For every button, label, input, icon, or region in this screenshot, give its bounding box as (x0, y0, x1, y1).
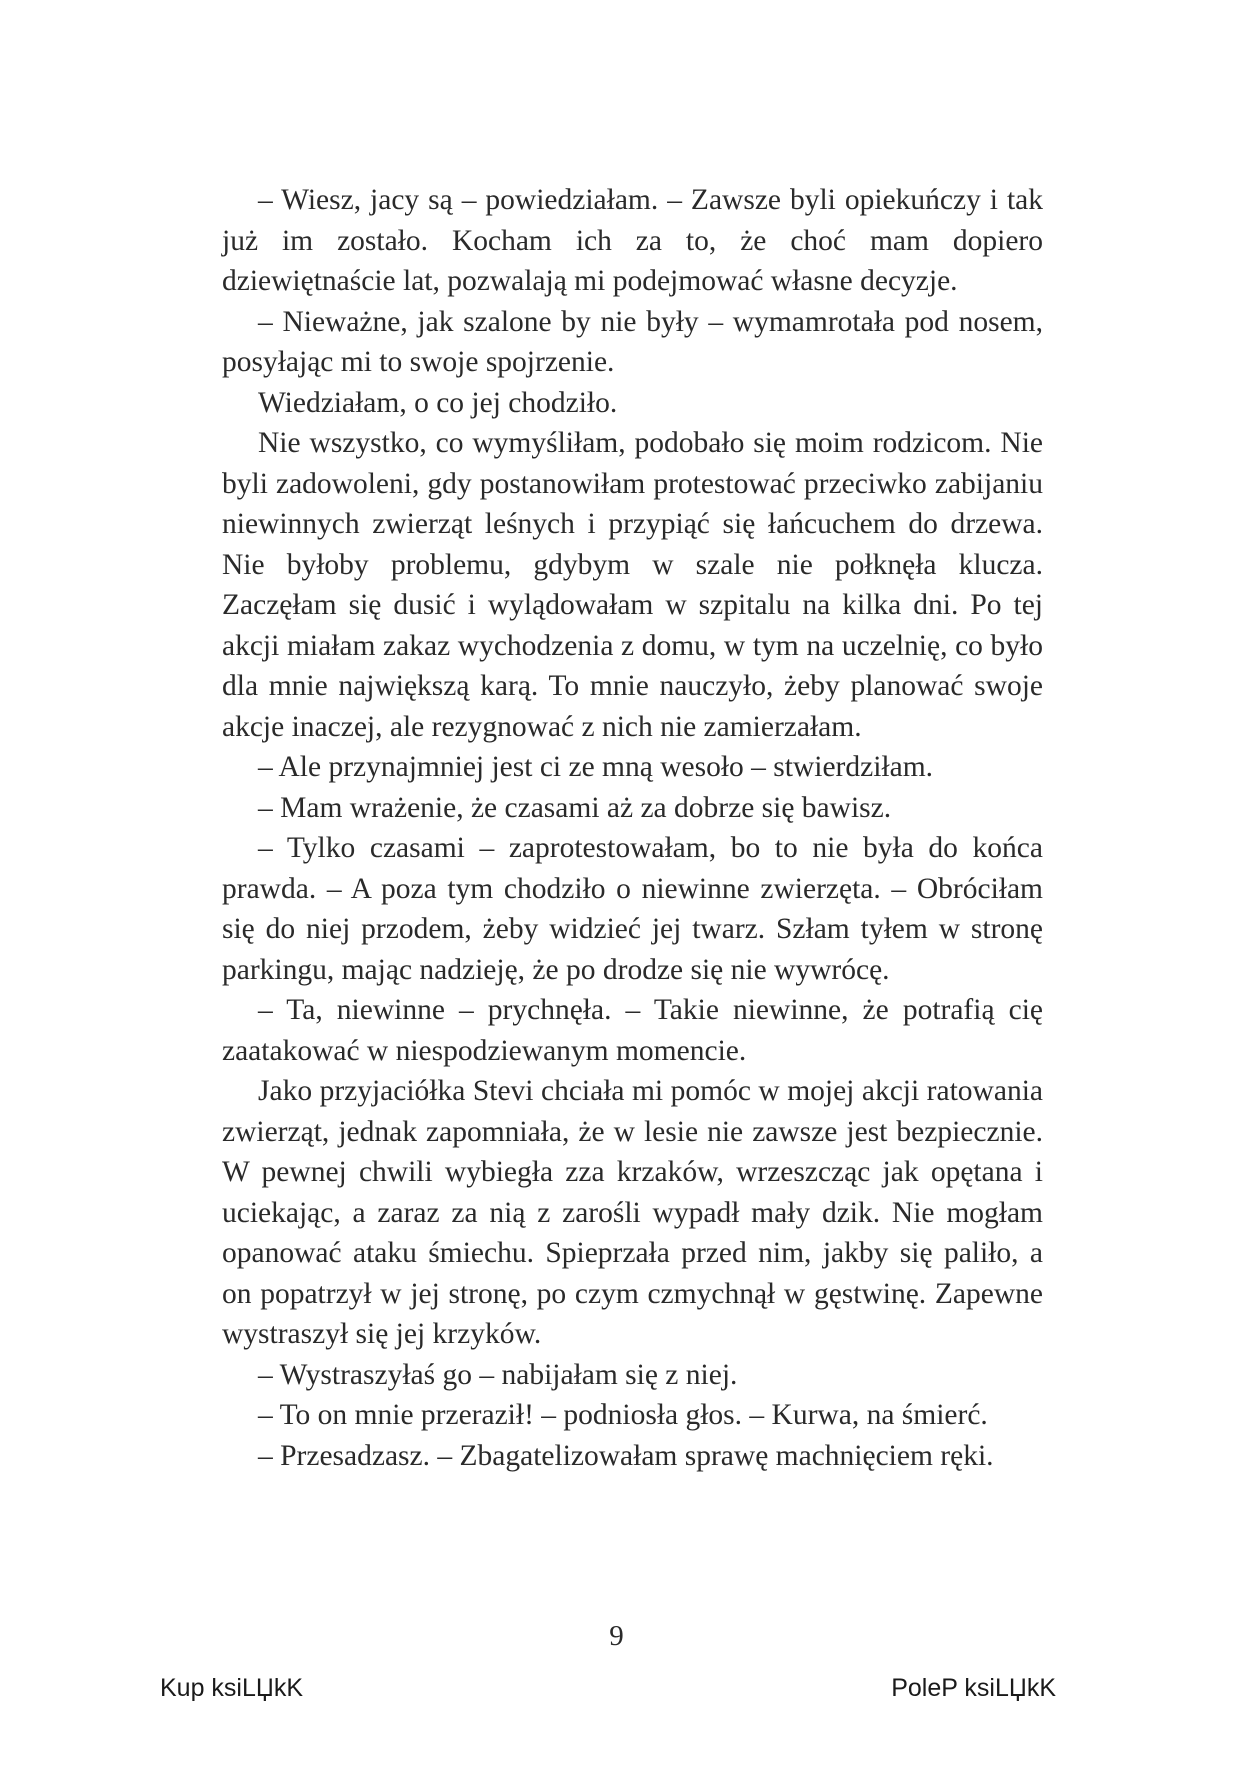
body-text (222, 180, 1043, 1476)
recommend-book-link[interactable]: PoleP ksiLЏkK (891, 1674, 1056, 1702)
paragraph: – Wystraszyłaś go – nabijałam się z niej. (258, 1358, 738, 1391)
paragraph: – Ta, niewinne – prychnęła. – Takie niewinne, że potrafią cię zaatakować w niespodziewanym momencie. (222, 994, 1043, 1067)
paragraph: Wiedziałam, o co jej chodziło. (258, 386, 618, 419)
paragraph: – Przesadzasz. – Zbagatelizowałam sprawę machnięciem ręki. (258, 1439, 994, 1472)
paragraph: Jako przyjaciółka Stevi chciała mi pomóc w mojej akcji ratowania zwierząt, jednak zapomniała, że w lesie nie zawsze jest bezpiecznie. W pewnej chwili wybiegła zza krzaków, wrzeszcząc jak opętana i uciekając, a zaraz za nią z zarośli wypadł mały dzik. Nie mogłam opanować ataku śmiechu. Spieprzała przed nim, jakby się paliło, a on popatrzył w jej stronę, po czym czmychnął w gęstwinę. Zapewne wystraszył się jej krzyków. (222, 1075, 1043, 1350)
page-number: 9 (609, 1620, 624, 1652)
paragraph: – Wiesz, jacy są – powiedziałam. – Zawsze byli opiekuńczy i tak już im zostało. Kocham ich za to, że choć mam dopiero dziewiętnaście lat, pozwalają mi podejmować własne decyzje. (222, 184, 1043, 297)
paragraph: – Mam wrażenie, że czasami aż za dobrze się bawisz. (258, 791, 892, 824)
paragraph: – Tylko czasami – zaprotestowałam, bo to nie była do końca prawda. – A poza tym chodziło o niewinne zwierzęta. – Obróciłam się do niej przodem, żeby widzieć jej twarz. Szłam tyłem w stronę parkingu, mając nadzieję, że po drodze się nie wywrócę. (222, 832, 1043, 986)
paragraph: – Nieważne, jak szalone by nie były – wymamrotała pod nosem, posyłając mi to swoje spojrzenie. (222, 305, 1043, 378)
buy-book-link[interactable]: Kup ksiLЏkK (160, 1674, 304, 1702)
paragraph: Nie wszystko, co wymyśliłam, podobało się moim rodzicom. Nie byli zadowoleni, gdy postanowiłam protestować przeciwko zabijaniu niewinnych zwierząt leśnych i przypiąć się łańcuchem do drzewa. Nie byłoby problemu, gdybym w szale nie połknęła klucza. Zaczęłam się dusić i wylądowałam w szpitalu na kilka dni. Po tej akcji miałam zakaz wychodzenia z domu, w tym na uczelnię, co było dla mnie największą karą. To mnie nauczyło, żeby planować swoje akcje inaczej, ale rezygnować z nich nie zamierzałam. (222, 427, 1043, 743)
paragraph: – Ale przynajmniej jest ci ze mną wesoło – stwierdziłam. (258, 751, 934, 783)
paragraph: – To on mnie przeraził! – podniosła głos. – Kurwa, na śmierć. (258, 1399, 988, 1431)
